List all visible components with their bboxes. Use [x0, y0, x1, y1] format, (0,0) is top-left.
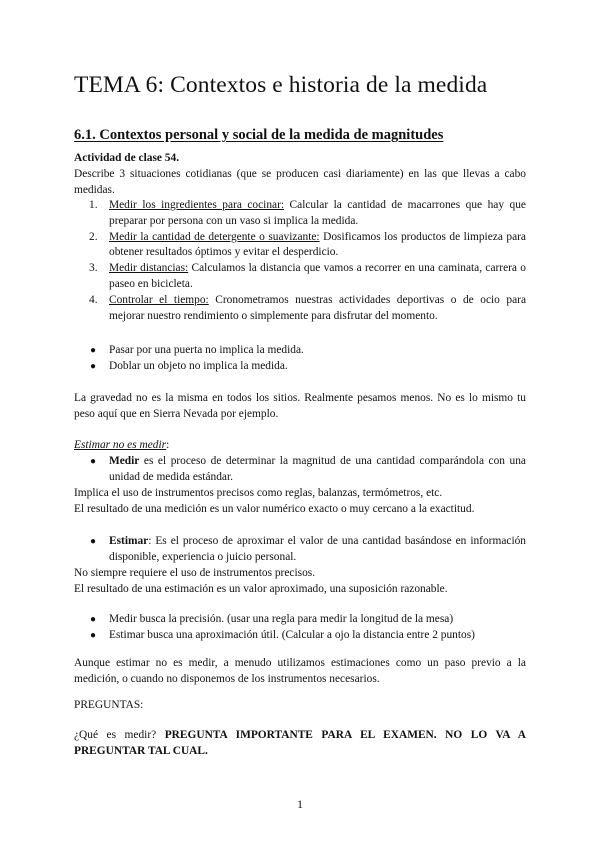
bullet-text: Doblar un objeto no implica la medida. [109, 359, 288, 372]
list-item [74, 198, 526, 230]
list-number: 1. [89, 199, 98, 211]
bullet-item [74, 628, 526, 644]
list-item-text: Calcular la cantidad de macarrones que hay que preparar por persona con un vaso si implica la medida. [109, 199, 526, 227]
estimar-heading-colon: : [166, 439, 170, 451]
gravity-paragraph: La gravedad no es la misma en todos los sitios. Realmente pesamos menos. No es lo mismo tu peso aquí que en Sierra Nevada por ejemplo. [74, 392, 526, 420]
medir-notes [74, 486, 526, 518]
bullet-icon: ● [90, 536, 97, 547]
list-number: 3. [89, 262, 98, 275]
bullet-text: Estimar busca una aproximación útil. (Calcular a ojo la distancia entre 2 puntos) [109, 628, 475, 641]
bullet-text: Pasar por una puerta no implica la medida. [109, 344, 304, 356]
list-item-label: Medir distancias: [109, 262, 189, 275]
list-item-label: Controlar el tiempo: [109, 293, 209, 306]
estimar-heading [74, 438, 526, 454]
estimar-heading-text: Estimar no es medir [74, 439, 167, 451]
bullet-icon: ● [90, 456, 97, 467]
comparison-list [74, 612, 526, 644]
list-item-text: Cronometramos nuestras actividades deportivas o de ocio para mejorar nuestro rendimiento o simplemente para disfrutar del momento. [109, 293, 527, 322]
bullet-item [74, 343, 526, 359]
page-number: 1 [297, 797, 303, 811]
medir-list [74, 454, 526, 486]
section-heading: 6.1. Contextos personal y social de la medida de magnitudes [74, 127, 444, 143]
question-text: ¿Qué es medir? [74, 729, 165, 741]
bullet-item [74, 359, 526, 375]
list-item-text: Calculamos la distancia que vamos a recorrer en una caminata, carrera o paseo en bicicleta. [109, 262, 526, 290]
medir-line: Implica el uso de instrumentos precisos como reglas, balanzas, termómetros, etc. [74, 487, 443, 499]
bullet-icon: ● [90, 614, 97, 625]
list-item-label: Medir la cantidad de detergente o suavizante: [109, 230, 320, 243]
bullet-item [74, 454, 526, 486]
estimar-term: Estimar [109, 535, 149, 547]
bullet-text: Medir busca la precisión. (usar una regla para medir la longitud de la mesa) [109, 613, 454, 625]
list-number: 2. [89, 230, 98, 243]
estimar-line: El resultado de una estimación es un valor aproximado, una suposición razonable. [74, 582, 448, 595]
medir-line: El resultado de una medición es un valor numérico exacto o muy cercano a la exactitud. [74, 502, 475, 515]
bullet-list [74, 343, 526, 375]
question-emphasis: PREGUNTA IMPORTANTE PARA EL EXAMEN. NO LO VA A PREGUNTAR TAL CUAL. [74, 729, 526, 757]
activity-heading: Actividad de clase 54. [74, 152, 180, 164]
estimar-notes [74, 566, 526, 598]
list-item-label: Medir los ingredientes para cocinar: [109, 199, 285, 211]
estimar-line: No siempre requiere el uso de instrumentos precisos. [74, 567, 316, 579]
medir-term: Medir [109, 455, 140, 467]
bullet-icon: ● [90, 345, 97, 356]
list-item-text: Dosificamos los productos de limpieza para obtener resultados óptimos y evitar el desperdicio. [109, 230, 526, 259]
list-item [74, 230, 526, 262]
bullet-item [74, 534, 526, 566]
bullet-item [74, 612, 526, 628]
medir-definition: es el proceso de determinar la magnitud de una cantidad comparándola con una unidad de medida estándar. [109, 455, 526, 483]
conclusion-paragraph: Aunque estimar no es medir, a menudo utilizamos estimaciones como un paso previo a la medición, o cuando no disponemos de los instrumentos necesarios. [74, 657, 526, 685]
bullet-icon: ● [90, 629, 97, 641]
page-title: TEMA 6: Contextos e historia de la medida [74, 72, 488, 98]
list-item [74, 293, 526, 325]
list-item [74, 261, 526, 293]
list-number: 4. [89, 293, 98, 306]
activity-block [74, 151, 526, 198]
question-paragraph [74, 728, 526, 760]
bullet-icon: ● [90, 360, 97, 372]
activity-intro: Describe 3 situaciones cotidianas (que se producen casi diariamente) en las que llevas a cabo medidas. [74, 167, 526, 196]
estimar-list [74, 534, 526, 566]
estimar-definition: : Es el proceso de aproximar el valor de una cantidad basándose en información disponible, experiencia o juicio personal. [109, 535, 526, 563]
preguntas-label: PREGUNTAS: [74, 699, 144, 711]
numbered-list [74, 198, 526, 324]
